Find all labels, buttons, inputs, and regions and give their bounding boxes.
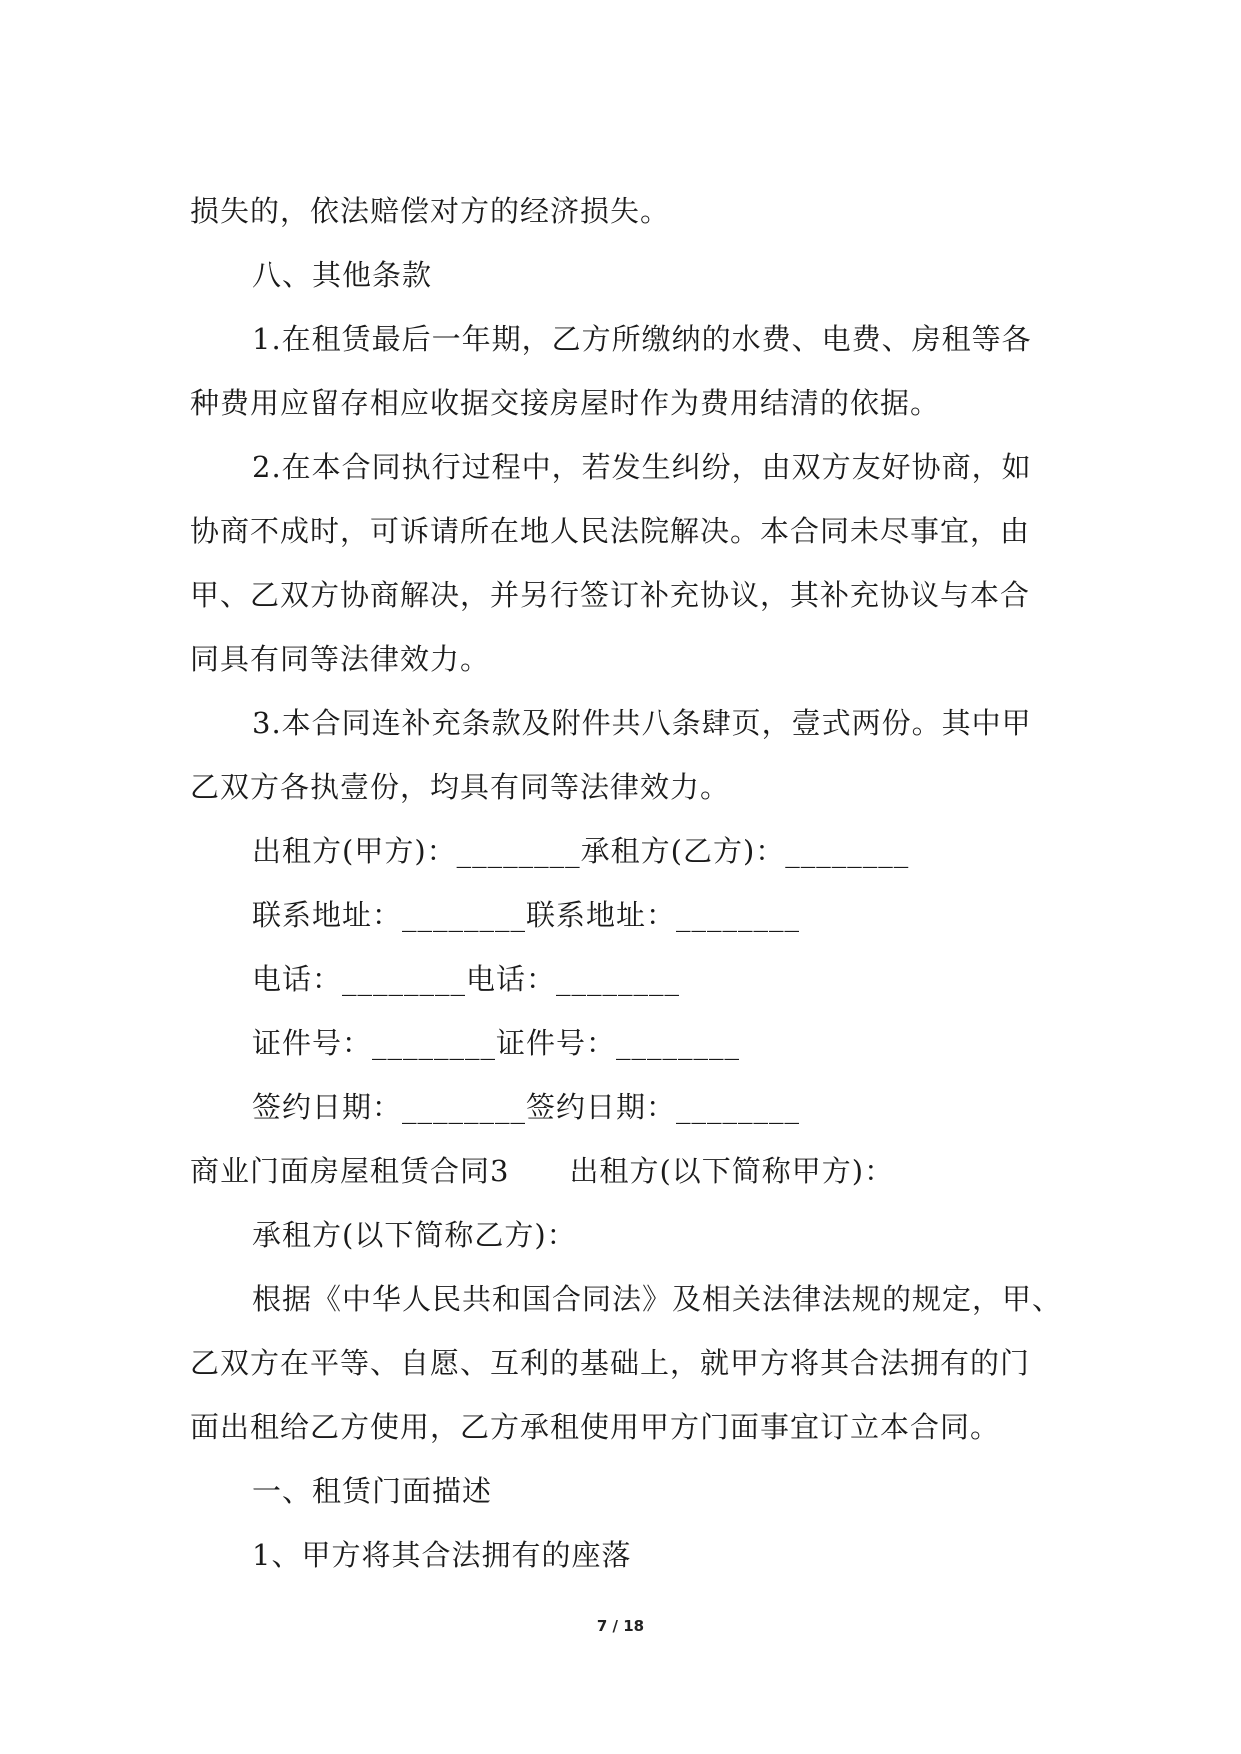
- page-number: 7 / 18: [596, 1617, 645, 1635]
- text-line: 3.本合同连补充条款及附件共八条肆页，壹式两份。其中甲: [252, 706, 1032, 740]
- text-line: 同具有同等法律效力。: [190, 642, 491, 676]
- signature-line-id: 证件号：________证件号：________: [252, 1026, 741, 1060]
- signature-line-date: 签约日期：________签约日期：________: [252, 1090, 801, 1124]
- text-line: 损失的，依法赔偿对方的经济损失。: [190, 194, 671, 228]
- contract-title-line: 商业门面房屋租赁合同3 出租方(以下简称甲方)：: [190, 1154, 895, 1188]
- section-heading: 八、其他条款: [252, 258, 433, 292]
- signature-line-address: 联系地址：________联系地址：________: [252, 898, 801, 932]
- text-line: 根据《中华人民共和国合同法》及相关法律法规的规定，甲、: [252, 1282, 1063, 1316]
- text-line: 乙双方在平等、自愿、互利的基础上，就甲方将其合法拥有的门: [190, 1346, 1031, 1380]
- text-line: 乙双方各执壹份，均具有同等法律效力。: [190, 770, 731, 804]
- text-line: 承租方(以下简称乙方)：: [252, 1218, 577, 1252]
- text-line: 面出租给乙方使用，乙方承租使用甲方门面事宜订立本合同。: [190, 1410, 1001, 1444]
- text-line: 甲、乙双方协商解决，并另行签订补充协议，其补充协议与本合: [190, 578, 1031, 612]
- text-line: 1.在租赁最后一年期，乙方所缴纳的水费、电费、房租等各: [252, 322, 1032, 356]
- text-line: 协商不成时，可诉请所在地人民法院解决。本合同未尽事宜，由: [190, 514, 1031, 548]
- text-line: 2.在本合同执行过程中，若发生纠纷，由双方友好协商，如: [252, 450, 1032, 484]
- section-heading: 一、租赁门面描述: [252, 1474, 493, 1508]
- text-line: 种费用应留存相应收据交接房屋时作为费用结清的依据。: [190, 386, 941, 420]
- signature-line-party: 出租方(甲方)：________承租方(乙方)：________: [252, 834, 910, 868]
- signature-line-phone: 电话：________电话：________: [252, 962, 681, 996]
- text-line: 1、甲方将其合法拥有的座落: [252, 1538, 632, 1572]
